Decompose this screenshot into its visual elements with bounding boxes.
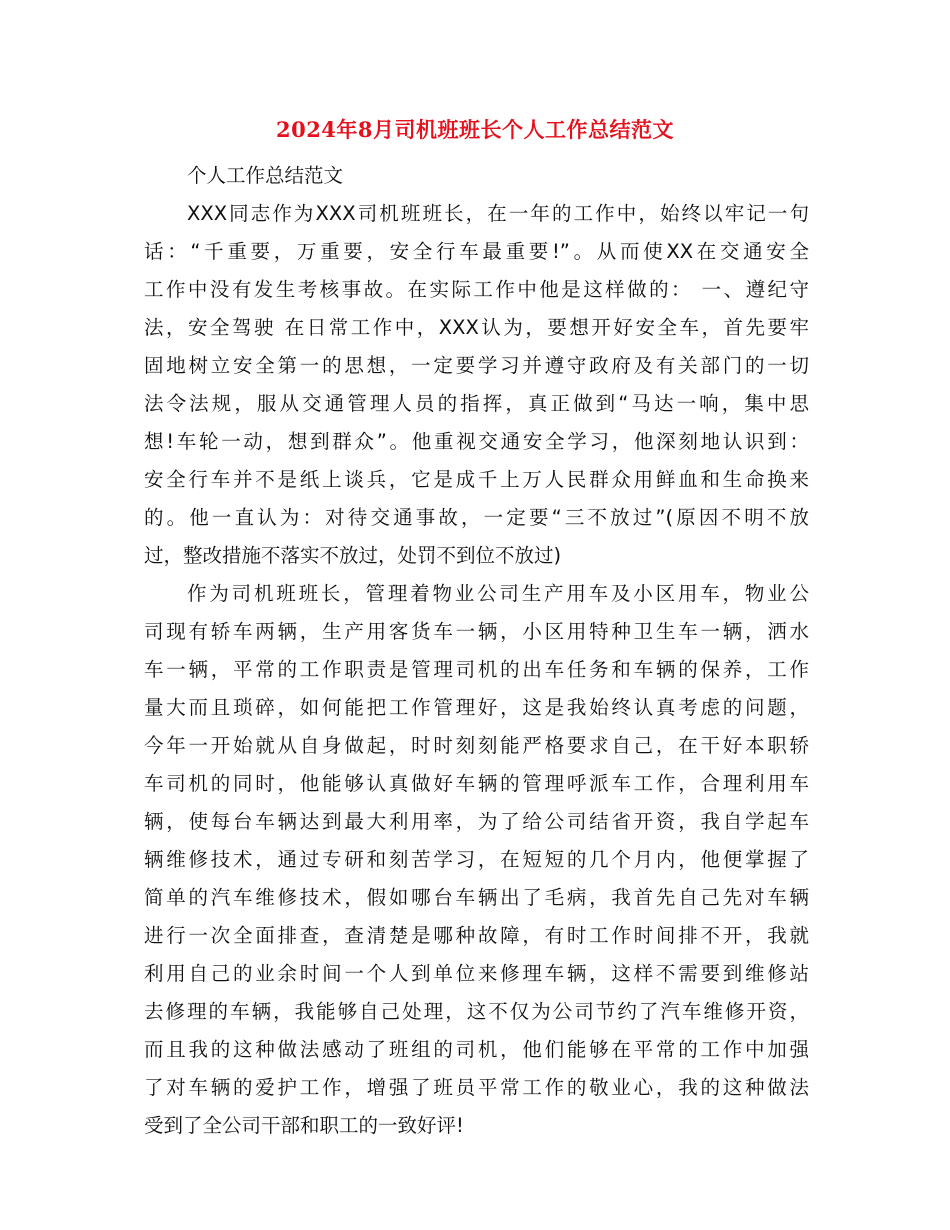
paragraph-line: 而且我的这种做法感动了班组的司机，他们能够在平常的工作中加强: [144, 1038, 809, 1061]
document-title: 2024年8月司机班班长个人工作总结范文: [275, 117, 675, 142]
paragraph-line: 去修理的车辆，我能够自己处理，这不仅为公司节约了汽车维修开资，: [144, 1000, 809, 1023]
paragraph-line: 利用自己的业余时间一个人到单位来修理车辆，这样不需要到维修站: [144, 962, 809, 985]
document-subtitle: 个人工作总结范文: [187, 164, 344, 187]
paragraph-line: 车司机的同时，他能够认真做好车辆的管理呼派车工作，合理利用车: [144, 772, 809, 795]
paragraph-line: 进行一次全面排查，查清楚是哪种故障，有时工作时间排不开，我就: [144, 924, 809, 947]
paragraph-line: 过，整改措施不落实不放过，处罚不到位不放过): [144, 544, 562, 567]
paragraph-line: 辆，使每台车辆达到最大利用率，为了给公司结省开资，我自学起车: [144, 810, 809, 833]
paragraph-line: 辆维修技术，通过专研和刻苦学习，在短短的几个月内，他便掌握了: [144, 848, 809, 871]
paragraph-line: XXX同志作为XXX司机班班长，在一年的工作中，始终以牢记一句: [187, 202, 809, 225]
paragraph-line: 安全行车并不是纸上谈兵，它是成千上万人民群众用鲜血和生命换来: [144, 468, 809, 491]
paragraph-line: 法，安全驾驶 在日常工作中，XXX认为，要想开好安全车，首先要牢: [144, 316, 809, 339]
paragraph-line: 受到了全公司干部和职工的一致好评!: [144, 1114, 464, 1137]
paragraph-line: 今年一开始就从自身做起，时时刻刻能严格要求自己，在干好本职轿: [144, 734, 809, 757]
paragraph-line: 简单的汽车维修技术，假如哪台车辆出了毛病，我首先自己先对车辆: [144, 886, 809, 909]
paragraph-line: 作为司机班班长，管理着物业公司生产用车及小区用车，物业公: [187, 582, 809, 605]
paragraph-line: 工作中没有发生考核事故。在实际工作中他是这样做的： 一、遵纪守: [144, 278, 809, 301]
paragraph-line: 了对车辆的爱护工作，增强了班员平常工作的敬业心，我的这种做法: [144, 1076, 809, 1099]
paragraph-line: 量大而且琐碎，如何能把工作管理好，这是我始终认真考虑的问题，: [144, 696, 809, 719]
paragraph-line: 的。他一直认为：对待交通事故，一定要“三不放过”(原因不明不放: [144, 506, 809, 529]
paragraph-line: 司现有轿车两辆，生产用客货车一辆，小区用特种卫生车一辆，洒水: [144, 620, 809, 643]
paragraph-line: 固地树立安全第一的思想，一定要学习并遵守政府及有关部门的一切: [144, 354, 809, 377]
paragraph-line: 车一辆，平常的工作职责是管理司机的出车任务和车辆的保养，工作: [144, 658, 809, 681]
paragraph-line: 法令法规，服从交通管理人员的指挥，真正做到“马达一响，集中思: [144, 392, 809, 415]
paragraph-line: 话：“千重要，万重要，安全行车最重要!”。从而使XX在交通安全: [144, 240, 809, 263]
paragraph-line: 想!车轮一动，想到群众”。他重视交通安全学习，他深刻地认识到：: [144, 430, 809, 453]
